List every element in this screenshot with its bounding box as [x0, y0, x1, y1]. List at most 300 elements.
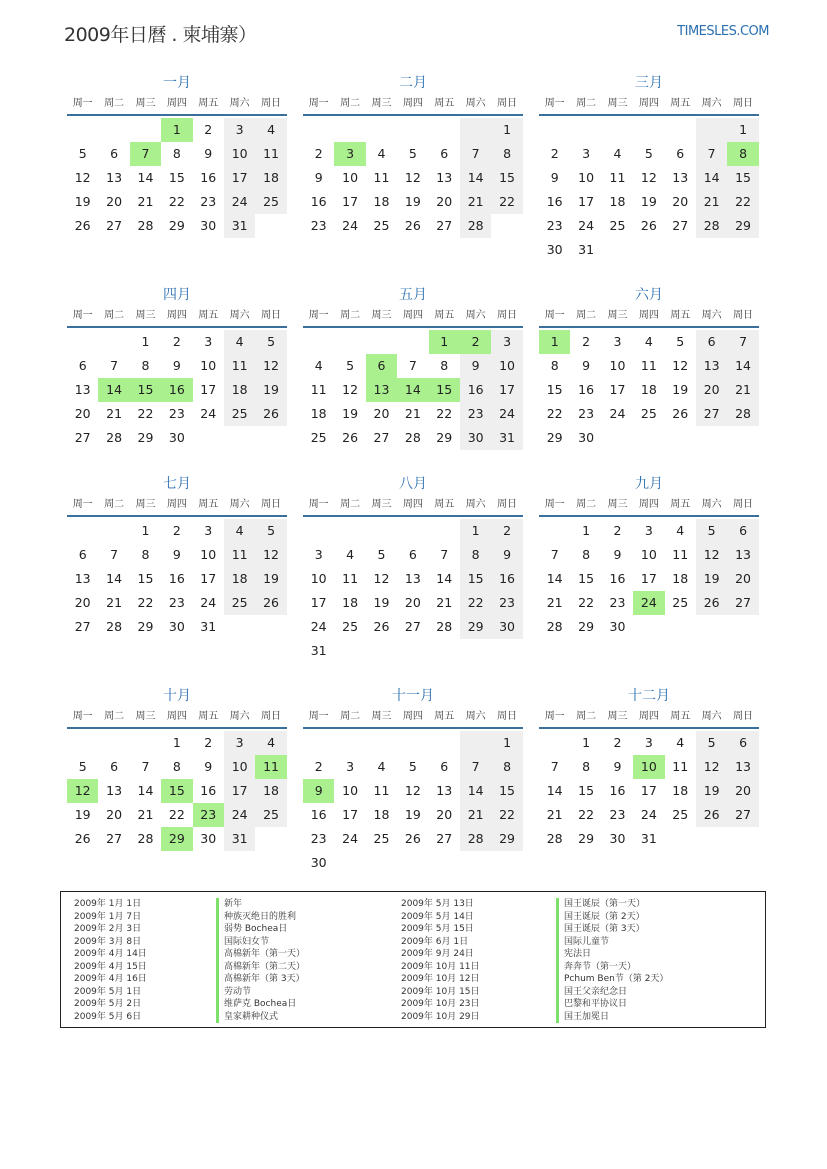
day-cell[interactable]: 6	[408, 547, 417, 562]
day-cell[interactable]: 16	[200, 170, 217, 185]
day-cell[interactable]: 5	[78, 759, 87, 774]
day-cell[interactable]: 24	[310, 619, 327, 634]
day-cell[interactable]: 20	[404, 595, 421, 610]
day-cell[interactable]: 7	[440, 547, 449, 562]
day-cell[interactable]: 6	[727, 519, 758, 543]
day-cell[interactable]: 25	[255, 190, 286, 214]
day-cell[interactable]: 11	[609, 170, 626, 185]
holiday-day[interactable]: 23	[193, 803, 224, 827]
day-cell[interactable]: 17	[609, 382, 626, 397]
day-cell[interactable]: 13	[74, 571, 91, 586]
day-cell[interactable]: 22	[436, 406, 453, 421]
day-cell[interactable]: 10	[200, 358, 217, 373]
day-cell[interactable]: 7	[141, 759, 150, 774]
holiday-day[interactable]: 10	[633, 755, 664, 779]
day-cell[interactable]: 23	[168, 406, 185, 421]
day-cell[interactable]: 30	[609, 619, 626, 634]
day-cell[interactable]: 4	[255, 118, 286, 142]
day-cell[interactable]: 6	[440, 146, 449, 161]
day-cell[interactable]: 26	[255, 402, 286, 426]
day-cell[interactable]: 10	[200, 547, 217, 562]
day-cell[interactable]: 22	[168, 194, 185, 209]
day-cell[interactable]: 25	[640, 406, 657, 421]
day-cell[interactable]: 26	[696, 591, 727, 615]
day-cell[interactable]: 19	[696, 567, 727, 591]
day-cell[interactable]: 9	[172, 547, 181, 562]
day-cell[interactable]: 26	[672, 406, 689, 421]
day-cell[interactable]: 22	[727, 190, 758, 214]
day-cell[interactable]: 4	[377, 759, 386, 774]
day-cell[interactable]: 19	[373, 595, 390, 610]
day-cell[interactable]: 28	[436, 619, 453, 634]
day-cell[interactable]: 6	[78, 547, 87, 562]
day-cell[interactable]: 4	[644, 334, 653, 349]
day-cell[interactable]: 9	[550, 170, 559, 185]
day-cell[interactable]: 5	[255, 519, 286, 543]
day-cell[interactable]: 26	[404, 218, 421, 233]
day-cell[interactable]: 22	[460, 591, 491, 615]
day-cell[interactable]: 24	[640, 807, 657, 822]
day-cell[interactable]: 4	[346, 547, 355, 562]
day-cell[interactable]: 25	[224, 591, 255, 615]
day-cell[interactable]: 28	[460, 827, 491, 851]
day-cell[interactable]: 8	[582, 759, 591, 774]
day-cell[interactable]: 25	[310, 430, 327, 445]
day-cell[interactable]: 22	[546, 406, 563, 421]
day-cell[interactable]: 12	[404, 783, 421, 798]
day-cell[interactable]: 27	[74, 430, 91, 445]
day-cell[interactable]: 2	[172, 523, 181, 538]
day-cell[interactable]: 25	[255, 803, 286, 827]
day-cell[interactable]: 5	[346, 358, 355, 373]
day-cell[interactable]: 15	[546, 382, 563, 397]
day-cell[interactable]: 2	[582, 334, 591, 349]
day-cell[interactable]: 3	[346, 759, 355, 774]
day-cell[interactable]: 31	[578, 242, 595, 257]
day-cell[interactable]: 25	[373, 831, 390, 846]
day-cell[interactable]: 25	[224, 402, 255, 426]
day-cell[interactable]: 19	[404, 807, 421, 822]
day-cell[interactable]: 18	[342, 595, 359, 610]
day-cell[interactable]: 27	[74, 619, 91, 634]
day-cell[interactable]: 23	[460, 402, 491, 426]
day-cell[interactable]: 16	[578, 382, 595, 397]
day-cell[interactable]: 21	[696, 190, 727, 214]
day-cell[interactable]: 28	[696, 214, 727, 238]
day-cell[interactable]: 7	[460, 142, 491, 166]
day-cell[interactable]: 23	[578, 406, 595, 421]
day-cell[interactable]: 12	[672, 358, 689, 373]
day-cell[interactable]: 15	[460, 567, 491, 591]
day-cell[interactable]: 31	[310, 643, 327, 658]
day-cell[interactable]: 26	[404, 831, 421, 846]
day-cell[interactable]: 7	[460, 755, 491, 779]
day-cell[interactable]: 23	[609, 595, 626, 610]
day-cell[interactable]: 17	[491, 378, 522, 402]
day-cell[interactable]: 16	[310, 194, 327, 209]
day-cell[interactable]: 11	[224, 354, 255, 378]
day-cell[interactable]: 14	[106, 571, 123, 586]
day-cell[interactable]: 8	[141, 358, 150, 373]
day-cell[interactable]: 15	[578, 783, 595, 798]
day-cell[interactable]: 13	[727, 543, 758, 567]
day-cell[interactable]: 1	[141, 334, 150, 349]
day-cell[interactable]: 30	[168, 430, 185, 445]
day-cell[interactable]: 17	[200, 571, 217, 586]
day-cell[interactable]: 17	[224, 166, 255, 190]
day-cell[interactable]: 23	[491, 591, 522, 615]
day-cell[interactable]: 28	[404, 430, 421, 445]
day-cell[interactable]: 8	[491, 755, 522, 779]
day-cell[interactable]: 20	[727, 567, 758, 591]
day-cell[interactable]: 30	[546, 242, 563, 257]
day-cell[interactable]: 21	[546, 595, 563, 610]
day-cell[interactable]: 17	[200, 382, 217, 397]
day-cell[interactable]: 6	[676, 146, 685, 161]
day-cell[interactable]: 31	[224, 827, 255, 851]
day-cell[interactable]: 20	[436, 194, 453, 209]
day-cell[interactable]: 14	[696, 166, 727, 190]
day-cell[interactable]: 10	[224, 755, 255, 779]
day-cell[interactable]: 29	[137, 430, 154, 445]
day-cell[interactable]: 27	[436, 831, 453, 846]
day-cell[interactable]: 4	[314, 358, 323, 373]
day-cell[interactable]: 11	[373, 170, 390, 185]
day-cell[interactable]: 19	[74, 807, 91, 822]
day-cell[interactable]: 24	[342, 831, 359, 846]
day-cell[interactable]: 7	[110, 547, 119, 562]
day-cell[interactable]: 21	[106, 595, 123, 610]
day-cell[interactable]: 5	[78, 146, 87, 161]
day-cell[interactable]: 16	[609, 783, 626, 798]
day-cell[interactable]: 2	[550, 146, 559, 161]
day-cell[interactable]: 1	[582, 523, 591, 538]
day-cell[interactable]: 1	[172, 735, 181, 750]
day-cell[interactable]: 3	[204, 334, 213, 349]
day-cell[interactable]: 23	[310, 218, 327, 233]
day-cell[interactable]: 11	[224, 543, 255, 567]
day-cell[interactable]: 29	[727, 214, 758, 238]
day-cell[interactable]: 20	[373, 406, 390, 421]
day-cell[interactable]: 18	[224, 378, 255, 402]
site-link[interactable]: TIMESLES.COM	[677, 24, 769, 39]
day-cell[interactable]: 12	[342, 382, 359, 397]
day-cell[interactable]: 8	[491, 142, 522, 166]
day-cell[interactable]: 5	[408, 759, 417, 774]
day-cell[interactable]: 17	[640, 783, 657, 798]
day-cell[interactable]: 4	[613, 146, 622, 161]
day-cell[interactable]: 20	[696, 378, 727, 402]
day-cell[interactable]: 14	[546, 571, 563, 586]
day-cell[interactable]: 18	[609, 194, 626, 209]
day-cell[interactable]: 11	[672, 547, 689, 562]
day-cell[interactable]: 14	[546, 783, 563, 798]
day-cell[interactable]: 14	[137, 170, 154, 185]
holiday-day[interactable]: 16	[161, 378, 192, 402]
day-cell[interactable]: 9	[314, 170, 323, 185]
day-cell[interactable]: 21	[727, 378, 758, 402]
day-cell[interactable]: 20	[672, 194, 689, 209]
day-cell[interactable]: 27	[727, 591, 758, 615]
day-cell[interactable]: 30	[609, 831, 626, 846]
day-cell[interactable]: 21	[106, 406, 123, 421]
day-cell[interactable]: 27	[106, 831, 123, 846]
day-cell[interactable]: 31	[640, 831, 657, 846]
day-cell[interactable]: 10	[609, 358, 626, 373]
day-cell[interactable]: 20	[106, 807, 123, 822]
holiday-day[interactable]: 1	[161, 118, 192, 142]
day-cell[interactable]: 15	[491, 166, 522, 190]
day-cell[interactable]: 10	[640, 547, 657, 562]
day-cell[interactable]: 16	[546, 194, 563, 209]
day-cell[interactable]: 8	[172, 759, 181, 774]
day-cell[interactable]: 15	[578, 571, 595, 586]
day-cell[interactable]: 16	[200, 783, 217, 798]
day-cell[interactable]: 17	[578, 194, 595, 209]
day-cell[interactable]: 23	[200, 194, 217, 209]
day-cell[interactable]: 29	[137, 619, 154, 634]
day-cell[interactable]: 16	[460, 378, 491, 402]
holiday-day[interactable]: 13	[366, 378, 397, 402]
day-cell[interactable]: 26	[74, 831, 91, 846]
day-cell[interactable]: 27	[373, 430, 390, 445]
day-cell[interactable]: 18	[373, 194, 390, 209]
day-cell[interactable]: 28	[106, 619, 123, 634]
day-cell[interactable]: 29	[436, 430, 453, 445]
day-cell[interactable]: 3	[613, 334, 622, 349]
day-cell[interactable]: 21	[137, 194, 154, 209]
day-cell[interactable]: 22	[491, 803, 522, 827]
day-cell[interactable]: 2	[204, 735, 213, 750]
day-cell[interactable]: 15	[168, 170, 185, 185]
day-cell[interactable]: 4	[377, 146, 386, 161]
day-cell[interactable]: 13	[106, 170, 123, 185]
day-cell[interactable]: 11	[342, 571, 359, 586]
holiday-day[interactable]: 1	[429, 330, 460, 354]
day-cell[interactable]: 20	[106, 194, 123, 209]
day-cell[interactable]: 29	[546, 430, 563, 445]
day-cell[interactable]: 26	[640, 218, 657, 233]
day-cell[interactable]: 24	[200, 406, 217, 421]
day-cell[interactable]: 20	[74, 406, 91, 421]
day-cell[interactable]: 6	[110, 146, 119, 161]
day-cell[interactable]: 1	[727, 118, 758, 142]
day-cell[interactable]: 29	[168, 218, 185, 233]
day-cell[interactable]: 28	[137, 218, 154, 233]
day-cell[interactable]: 9	[613, 759, 622, 774]
day-cell[interactable]: 2	[491, 519, 522, 543]
day-cell[interactable]: 30	[200, 218, 217, 233]
day-cell[interactable]: 8	[440, 358, 449, 373]
day-cell[interactable]: 31	[200, 619, 217, 634]
day-cell[interactable]: 1	[491, 118, 522, 142]
day-cell[interactable]: 22	[168, 807, 185, 822]
day-cell[interactable]: 1	[491, 731, 522, 755]
day-cell[interactable]: 6	[78, 358, 87, 373]
day-cell[interactable]: 6	[110, 759, 119, 774]
day-cell[interactable]: 2	[172, 334, 181, 349]
day-cell[interactable]: 8	[582, 547, 591, 562]
day-cell[interactable]: 18	[255, 166, 286, 190]
day-cell[interactable]: 25	[672, 595, 689, 610]
day-cell[interactable]: 11	[373, 783, 390, 798]
day-cell[interactable]: 2	[314, 759, 323, 774]
day-cell[interactable]: 17	[342, 194, 359, 209]
day-cell[interactable]: 27	[696, 402, 727, 426]
day-cell[interactable]: 12	[74, 170, 91, 185]
day-cell[interactable]: 14	[436, 571, 453, 586]
day-cell[interactable]: 24	[609, 406, 626, 421]
day-cell[interactable]: 22	[578, 807, 595, 822]
holiday-day[interactable]: 7	[130, 142, 161, 166]
day-cell[interactable]: 25	[373, 218, 390, 233]
day-cell[interactable]: 19	[672, 382, 689, 397]
day-cell[interactable]: 9	[460, 354, 491, 378]
day-cell[interactable]: 30	[460, 426, 491, 450]
day-cell[interactable]: 5	[676, 334, 685, 349]
day-cell[interactable]: 18	[672, 571, 689, 586]
day-cell[interactable]: 3	[224, 118, 255, 142]
day-cell[interactable]: 26	[74, 218, 91, 233]
day-cell[interactable]: 27	[106, 218, 123, 233]
day-cell[interactable]: 19	[342, 406, 359, 421]
day-cell[interactable]: 16	[609, 571, 626, 586]
day-cell[interactable]: 21	[460, 803, 491, 827]
day-cell[interactable]: 12	[696, 543, 727, 567]
day-cell[interactable]: 10	[342, 170, 359, 185]
day-cell[interactable]: 28	[546, 831, 563, 846]
day-cell[interactable]: 24	[491, 402, 522, 426]
day-cell[interactable]: 19	[255, 567, 286, 591]
day-cell[interactable]: 29	[578, 619, 595, 634]
day-cell[interactable]: 29	[491, 827, 522, 851]
holiday-day[interactable]: 9	[303, 779, 334, 803]
day-cell[interactable]: 17	[224, 779, 255, 803]
day-cell[interactable]: 4	[676, 735, 685, 750]
day-cell[interactable]: 28	[137, 831, 154, 846]
day-cell[interactable]: 19	[255, 378, 286, 402]
holiday-day[interactable]: 15	[161, 779, 192, 803]
holiday-day[interactable]: 1	[539, 330, 570, 354]
holiday-day[interactable]: 14	[397, 378, 428, 402]
day-cell[interactable]: 14	[727, 354, 758, 378]
day-cell[interactable]: 19	[404, 194, 421, 209]
day-cell[interactable]: 3	[314, 547, 323, 562]
day-cell[interactable]: 13	[696, 354, 727, 378]
day-cell[interactable]: 21	[404, 406, 421, 421]
holiday-day[interactable]: 15	[130, 378, 161, 402]
day-cell[interactable]: 3	[204, 523, 213, 538]
day-cell[interactable]: 20	[727, 779, 758, 803]
day-cell[interactable]: 22	[137, 406, 154, 421]
day-cell[interactable]: 1	[582, 735, 591, 750]
day-cell[interactable]: 9	[204, 146, 213, 161]
day-cell[interactable]: 31	[491, 426, 522, 450]
day-cell[interactable]: 29	[460, 615, 491, 639]
day-cell[interactable]: 9	[172, 358, 181, 373]
day-cell[interactable]: 3	[644, 735, 653, 750]
day-cell[interactable]: 26	[373, 619, 390, 634]
day-cell[interactable]: 19	[696, 779, 727, 803]
day-cell[interactable]: 3	[491, 330, 522, 354]
day-cell[interactable]: 30	[310, 855, 327, 870]
day-cell[interactable]: 24	[342, 218, 359, 233]
day-cell[interactable]: 16	[168, 571, 185, 586]
day-cell[interactable]: 22	[578, 595, 595, 610]
day-cell[interactable]: 5	[377, 547, 386, 562]
day-cell[interactable]: 2	[204, 122, 213, 137]
day-cell[interactable]: 28	[727, 402, 758, 426]
day-cell[interactable]: 19	[640, 194, 657, 209]
day-cell[interactable]: 13	[106, 783, 123, 798]
day-cell[interactable]: 14	[460, 166, 491, 190]
holiday-day[interactable]: 8	[727, 142, 758, 166]
day-cell[interactable]: 7	[408, 358, 417, 373]
day-cell[interactable]: 4	[224, 519, 255, 543]
holiday-day[interactable]: 12	[67, 779, 98, 803]
day-cell[interactable]: 3	[582, 146, 591, 161]
holiday-day[interactable]: 14	[98, 378, 129, 402]
day-cell[interactable]: 10	[578, 170, 595, 185]
day-cell[interactable]: 7	[696, 142, 727, 166]
day-cell[interactable]: 2	[613, 523, 622, 538]
day-cell[interactable]: 23	[310, 831, 327, 846]
day-cell[interactable]: 19	[74, 194, 91, 209]
day-cell[interactable]: 20	[74, 595, 91, 610]
day-cell[interactable]: 28	[546, 619, 563, 634]
day-cell[interactable]: 5	[696, 731, 727, 755]
day-cell[interactable]: 5	[696, 519, 727, 543]
day-cell[interactable]: 18	[373, 807, 390, 822]
day-cell[interactable]: 18	[255, 779, 286, 803]
day-cell[interactable]: 18	[310, 406, 327, 421]
day-cell[interactable]: 9	[582, 358, 591, 373]
day-cell[interactable]: 11	[255, 142, 286, 166]
day-cell[interactable]: 30	[491, 615, 522, 639]
day-cell[interactable]: 22	[491, 190, 522, 214]
day-cell[interactable]: 13	[436, 170, 453, 185]
holiday-day[interactable]: 15	[429, 378, 460, 402]
day-cell[interactable]: 7	[727, 330, 758, 354]
day-cell[interactable]: 30	[168, 619, 185, 634]
day-cell[interactable]: 10	[224, 142, 255, 166]
day-cell[interactable]: 25	[609, 218, 626, 233]
day-cell[interactable]: 30	[578, 430, 595, 445]
day-cell[interactable]: 10	[491, 354, 522, 378]
day-cell[interactable]: 25	[672, 807, 689, 822]
day-cell[interactable]: 24	[224, 190, 255, 214]
day-cell[interactable]: 7	[550, 547, 559, 562]
day-cell[interactable]: 14	[137, 783, 154, 798]
day-cell[interactable]: 21	[546, 807, 563, 822]
holiday-day[interactable]: 29	[161, 827, 192, 851]
day-cell[interactable]: 7	[550, 759, 559, 774]
day-cell[interactable]: 11	[310, 382, 327, 397]
day-cell[interactable]: 9	[204, 759, 213, 774]
day-cell[interactable]: 9	[491, 543, 522, 567]
day-cell[interactable]: 20	[436, 807, 453, 822]
day-cell[interactable]: 23	[546, 218, 563, 233]
day-cell[interactable]: 10	[342, 783, 359, 798]
day-cell[interactable]: 12	[696, 755, 727, 779]
holiday-day[interactable]: 11	[255, 755, 286, 779]
day-cell[interactable]: 1	[141, 523, 150, 538]
day-cell[interactable]: 24	[578, 218, 595, 233]
day-cell[interactable]: 13	[404, 571, 421, 586]
day-cell[interactable]: 12	[255, 354, 286, 378]
day-cell[interactable]: 5	[255, 330, 286, 354]
day-cell[interactable]: 13	[727, 755, 758, 779]
